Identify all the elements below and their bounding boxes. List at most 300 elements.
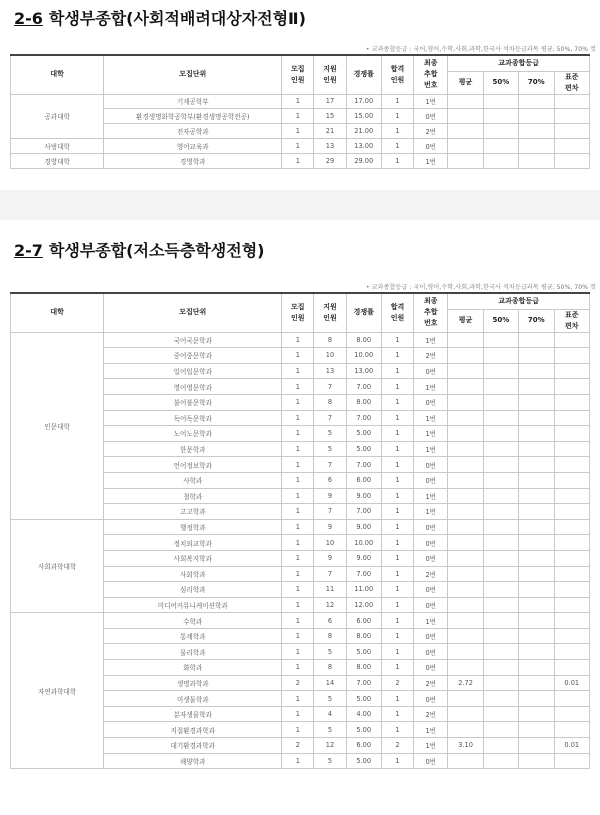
p50-cell	[483, 348, 518, 364]
final-cell: 1번	[414, 426, 448, 442]
p50-cell	[483, 613, 518, 629]
sd-cell	[554, 535, 590, 551]
applicants-cell: 12	[314, 597, 346, 613]
p50-cell	[483, 504, 518, 520]
p70-cell	[519, 472, 554, 488]
dept-cell: 경영학과	[104, 153, 282, 168]
dept-cell: 영어교육과	[104, 138, 282, 153]
dept-cell: 한문학과	[104, 441, 282, 457]
admitted-cell: 1	[381, 644, 413, 660]
sd-cell	[554, 660, 590, 676]
sd-cell	[554, 613, 590, 629]
admitted-cell: 1	[381, 597, 413, 613]
p70-cell	[519, 613, 554, 629]
p50-cell	[483, 738, 518, 754]
applicants-cell: 5	[314, 691, 346, 707]
applicants-cell: 29	[314, 153, 346, 168]
admitted-cell: 1	[381, 363, 413, 379]
dept-cell: 통계학과	[104, 628, 282, 644]
quota-cell: 1	[282, 628, 314, 644]
p50-cell	[483, 94, 518, 109]
college-cell: 경영대학	[11, 153, 104, 168]
final-cell: 2번	[414, 566, 448, 582]
p50-cell	[483, 426, 518, 442]
final-cell: 0번	[414, 628, 448, 644]
ratio-cell: 8.00	[346, 394, 381, 410]
quota-cell: 1	[282, 441, 314, 457]
avg-cell	[448, 535, 483, 551]
sd-cell	[554, 124, 590, 139]
p70-cell	[519, 675, 554, 691]
avg-cell	[448, 550, 483, 566]
final-cell: 0번	[414, 519, 448, 535]
final-cell: 0번	[414, 660, 448, 676]
header-college: 대학	[11, 293, 104, 332]
header-p70: 70%	[519, 309, 554, 332]
quota-cell: 1	[282, 504, 314, 520]
applicants-cell: 6	[314, 613, 346, 629]
header-avg: 평균	[448, 71, 483, 94]
admitted-cell: 1	[381, 379, 413, 395]
dept-cell: 수학과	[104, 613, 282, 629]
admitted-cell: 1	[381, 348, 413, 364]
p70-cell	[519, 124, 554, 139]
p50-cell	[483, 363, 518, 379]
admitted-cell: 1	[381, 753, 413, 769]
p50-cell	[483, 660, 518, 676]
college-cell: 사회과학대학	[11, 519, 104, 613]
ratio-cell: 5.00	[346, 691, 381, 707]
ratio-cell: 7.00	[346, 457, 381, 473]
section-number: 2-6	[14, 9, 43, 28]
applicants-cell: 17	[314, 94, 346, 109]
sd-cell	[554, 153, 590, 168]
p70-cell	[519, 441, 554, 457]
sd-cell	[554, 488, 590, 504]
quota-cell: 1	[282, 706, 314, 722]
ratio-cell: 12.00	[346, 597, 381, 613]
p50-cell	[483, 153, 518, 168]
final-cell: 2번	[414, 348, 448, 364]
avg-cell	[448, 628, 483, 644]
avg-cell: 2.72	[448, 675, 483, 691]
avg-cell	[448, 504, 483, 520]
p50-cell	[483, 535, 518, 551]
p50-cell	[483, 519, 518, 535]
ratio-cell: 29.00	[346, 153, 381, 168]
p70-cell	[519, 691, 554, 707]
header-final-number: 최종 추합 번호	[414, 55, 448, 94]
quota-cell: 1	[282, 613, 314, 629]
final-cell: 0번	[414, 394, 448, 410]
header-college: 대학	[11, 55, 104, 94]
admitted-cell: 2	[381, 675, 413, 691]
p50-cell	[483, 675, 518, 691]
final-cell: 0번	[414, 597, 448, 613]
quota-cell: 1	[282, 153, 314, 168]
applicants-cell: 8	[314, 332, 346, 348]
header-ratio: 경쟁률	[346, 293, 381, 332]
header-admitted: 합격 인원	[381, 293, 413, 332]
sd-cell	[554, 426, 590, 442]
header-applicants: 지원 인원	[314, 55, 346, 94]
avg-cell	[448, 753, 483, 769]
table-row	[11, 519, 590, 535]
final-cell: 1번	[414, 441, 448, 457]
table-header-row	[11, 55, 590, 71]
avg-cell	[448, 332, 483, 348]
quota-cell: 1	[282, 566, 314, 582]
avg-cell	[448, 348, 483, 364]
avg-cell	[448, 472, 483, 488]
table-row	[11, 332, 590, 348]
header-avg: 평균	[448, 309, 483, 332]
header-p50: 50%	[483, 309, 518, 332]
avg-cell	[448, 613, 483, 629]
applicants-cell: 10	[314, 348, 346, 364]
final-cell: 0번	[414, 472, 448, 488]
table-row	[11, 613, 590, 629]
applicants-cell: 13	[314, 138, 346, 153]
applicants-cell: 9	[314, 488, 346, 504]
quota-cell: 1	[282, 138, 314, 153]
p50-cell	[483, 706, 518, 722]
section-note: • 교과종합등급 : 국어,영어,수학,사회,과학,한국사 석차등급과목 평균, 50%, 70% 컷	[365, 46, 596, 53]
quota-cell: 1	[282, 691, 314, 707]
final-cell: 0번	[414, 109, 448, 124]
dept-cell: 사회학과	[104, 566, 282, 582]
p50-cell	[483, 582, 518, 598]
ratio-cell: 5.00	[346, 441, 381, 457]
quota-cell: 1	[282, 472, 314, 488]
applicants-cell: 6	[314, 472, 346, 488]
quota-cell: 1	[282, 348, 314, 364]
dept-cell: 불어불문학과	[104, 394, 282, 410]
sd-cell	[554, 109, 590, 124]
final-cell: 1번	[414, 94, 448, 109]
quota-cell: 1	[282, 753, 314, 769]
quota-cell: 1	[282, 550, 314, 566]
applicants-cell: 5	[314, 441, 346, 457]
admitted-cell: 1	[381, 519, 413, 535]
avg-cell	[448, 691, 483, 707]
sd-cell	[554, 550, 590, 566]
p70-cell	[519, 488, 554, 504]
header-grade-group: 교과종합등급	[448, 293, 590, 309]
ratio-cell: 10.00	[346, 348, 381, 364]
final-cell: 0번	[414, 644, 448, 660]
p50-cell	[483, 109, 518, 124]
sd-cell	[554, 566, 590, 582]
dept-cell: 생명과학과	[104, 675, 282, 691]
sd-cell	[554, 582, 590, 598]
p50-cell	[483, 441, 518, 457]
p70-cell	[519, 628, 554, 644]
avg-cell	[448, 519, 483, 535]
avg-cell	[448, 488, 483, 504]
ratio-cell: 9.00	[346, 519, 381, 535]
p70-cell	[519, 332, 554, 348]
admitted-cell: 1	[381, 504, 413, 520]
sd-cell	[554, 691, 590, 707]
sd-cell	[554, 457, 590, 473]
college-cell: 자연과학대학	[11, 613, 104, 769]
ratio-cell: 13.00	[346, 138, 381, 153]
sd-cell	[554, 332, 590, 348]
avg-cell	[448, 706, 483, 722]
applicants-cell: 7	[314, 504, 346, 520]
sd-cell	[554, 410, 590, 426]
header-grade-group: 교과종합등급	[448, 55, 590, 71]
sd-cell	[554, 472, 590, 488]
avg-cell	[448, 660, 483, 676]
dept-cell: 행정학과	[104, 519, 282, 535]
dept-cell: 전자공학과	[104, 124, 282, 139]
applicants-cell: 7	[314, 457, 346, 473]
avg-cell	[448, 363, 483, 379]
section-gap-band	[0, 190, 600, 220]
sd-cell	[554, 597, 590, 613]
quota-cell: 1	[282, 582, 314, 598]
ratio-cell: 9.00	[346, 488, 381, 504]
final-cell: 0번	[414, 457, 448, 473]
admitted-cell: 1	[381, 138, 413, 153]
admitted-cell: 1	[381, 582, 413, 598]
admission-table-2-6	[10, 54, 590, 169]
p50-cell	[483, 628, 518, 644]
quota-cell: 1	[282, 519, 314, 535]
ratio-cell: 8.00	[346, 660, 381, 676]
admission-table-2-7	[10, 292, 590, 769]
header-quota: 모집 인원	[282, 55, 314, 94]
admitted-cell: 1	[381, 441, 413, 457]
final-cell: 1번	[414, 488, 448, 504]
avg-cell	[448, 457, 483, 473]
section-heading: 학생부종합(저소득층학생전형)	[48, 241, 265, 260]
p50-cell	[483, 691, 518, 707]
avg-cell	[448, 566, 483, 582]
admitted-cell: 1	[381, 628, 413, 644]
p50-cell	[483, 753, 518, 769]
avg-cell	[448, 582, 483, 598]
table-header-row	[11, 293, 590, 309]
p70-cell	[519, 410, 554, 426]
dept-cell: 국어국문학과	[104, 332, 282, 348]
college-cell: 사범대학	[11, 138, 104, 153]
avg-cell	[448, 153, 483, 168]
section-note: • 교과종합등급 : 국어,영어,수학,사회,과학,한국사 석차등급과목 평균, 50%, 70% 컷	[365, 284, 596, 291]
applicants-cell: 9	[314, 519, 346, 535]
dept-cell: 미생물학과	[104, 691, 282, 707]
dept-cell: 사학과	[104, 472, 282, 488]
p50-cell	[483, 488, 518, 504]
p50-cell	[483, 644, 518, 660]
quota-cell: 1	[282, 722, 314, 738]
p70-cell	[519, 153, 554, 168]
college-cell: 인문대학	[11, 332, 104, 519]
sd-cell	[554, 138, 590, 153]
p70-cell	[519, 363, 554, 379]
applicants-cell: 12	[314, 738, 346, 754]
p70-cell	[519, 706, 554, 722]
p70-cell	[519, 550, 554, 566]
applicants-cell: 5	[314, 753, 346, 769]
applicants-cell: 8	[314, 394, 346, 410]
quota-cell: 1	[282, 426, 314, 442]
ratio-cell: 8.00	[346, 628, 381, 644]
college-cell: 공과대학	[11, 94, 104, 138]
applicants-cell: 11	[314, 582, 346, 598]
ratio-cell: 4.00	[346, 706, 381, 722]
quota-cell: 2	[282, 675, 314, 691]
admitted-cell: 1	[381, 332, 413, 348]
sd-cell	[554, 504, 590, 520]
sd-cell	[554, 628, 590, 644]
applicants-cell: 15	[314, 109, 346, 124]
dept-cell: 미디어커뮤니케이션학과	[104, 597, 282, 613]
p70-cell	[519, 738, 554, 754]
dept-cell: 노어노문학과	[104, 426, 282, 442]
admitted-cell: 1	[381, 410, 413, 426]
header-department: 모집단위	[104, 55, 282, 94]
p50-cell	[483, 124, 518, 139]
applicants-cell: 8	[314, 628, 346, 644]
p50-cell	[483, 138, 518, 153]
header-department: 모집단위	[104, 293, 282, 332]
dept-cell: 언어정보학과	[104, 457, 282, 473]
p70-cell	[519, 519, 554, 535]
avg-cell	[448, 441, 483, 457]
quota-cell: 1	[282, 332, 314, 348]
sd-cell	[554, 519, 590, 535]
p50-cell	[483, 597, 518, 613]
table-row	[11, 138, 590, 153]
avg-cell	[448, 644, 483, 660]
final-cell: 2번	[414, 675, 448, 691]
p50-cell	[483, 410, 518, 426]
sd-cell	[554, 644, 590, 660]
quota-cell: 1	[282, 644, 314, 660]
quota-cell: 2	[282, 738, 314, 754]
header-final-number: 최종 추합 번호	[414, 293, 448, 332]
admitted-cell: 2	[381, 738, 413, 754]
final-cell: 1번	[414, 410, 448, 426]
quota-cell: 1	[282, 410, 314, 426]
ratio-cell: 5.00	[346, 753, 381, 769]
ratio-cell: 11.00	[346, 582, 381, 598]
header-ratio: 경쟁률	[346, 55, 381, 94]
avg-cell	[448, 410, 483, 426]
avg-cell	[448, 722, 483, 738]
avg-cell	[448, 109, 483, 124]
header-sd: 표준 편차	[554, 71, 590, 94]
dept-cell: 환경생명화학공학부(환경생명공학전공)	[104, 109, 282, 124]
p70-cell	[519, 394, 554, 410]
p50-cell	[483, 379, 518, 395]
avg-cell	[448, 94, 483, 109]
dept-cell: 지질환경과학과	[104, 722, 282, 738]
section-heading: 학생부종합(사회적배려대상자전형Ⅱ)	[48, 9, 306, 28]
p50-cell	[483, 472, 518, 488]
final-cell: 0번	[414, 582, 448, 598]
admitted-cell: 1	[381, 722, 413, 738]
final-cell: 1번	[414, 379, 448, 395]
ratio-cell: 13.00	[346, 363, 381, 379]
header-p50: 50%	[483, 71, 518, 94]
quota-cell: 1	[282, 597, 314, 613]
applicants-cell: 5	[314, 644, 346, 660]
applicants-cell: 7	[314, 566, 346, 582]
header-applicants: 지원 인원	[314, 293, 346, 332]
ratio-cell: 15.00	[346, 109, 381, 124]
sd-cell	[554, 441, 590, 457]
avg-cell	[448, 426, 483, 442]
header-admitted: 합격 인원	[381, 55, 413, 94]
final-cell: 0번	[414, 691, 448, 707]
table-row	[11, 153, 590, 168]
ratio-cell: 10.00	[346, 535, 381, 551]
p70-cell	[519, 138, 554, 153]
final-cell: 2번	[414, 124, 448, 139]
dept-cell: 분자생물학과	[104, 706, 282, 722]
ratio-cell: 6.00	[346, 472, 381, 488]
p70-cell	[519, 582, 554, 598]
sd-cell	[554, 348, 590, 364]
p70-cell	[519, 644, 554, 660]
applicants-cell: 9	[314, 550, 346, 566]
sd-cell	[554, 722, 590, 738]
quota-cell: 1	[282, 660, 314, 676]
sd-cell	[554, 94, 590, 109]
final-cell: 0번	[414, 535, 448, 551]
p70-cell	[519, 597, 554, 613]
ratio-cell: 5.00	[346, 426, 381, 442]
ratio-cell: 21.00	[346, 124, 381, 139]
dept-cell: 화학과	[104, 660, 282, 676]
final-cell: 2번	[414, 706, 448, 722]
avg-cell	[448, 124, 483, 139]
applicants-cell: 13	[314, 363, 346, 379]
sd-cell	[554, 394, 590, 410]
ratio-cell: 7.00	[346, 504, 381, 520]
dept-cell: 고고학과	[104, 504, 282, 520]
ratio-cell: 7.00	[346, 410, 381, 426]
final-cell: 1번	[414, 722, 448, 738]
dept-cell: 사회복지학과	[104, 550, 282, 566]
final-cell: 1번	[414, 332, 448, 348]
admitted-cell: 1	[381, 426, 413, 442]
final-cell: 0번	[414, 138, 448, 153]
dept-cell: 일어일문학과	[104, 363, 282, 379]
admitted-cell: 1	[381, 660, 413, 676]
admitted-cell: 1	[381, 566, 413, 582]
p70-cell	[519, 566, 554, 582]
avg-cell	[448, 138, 483, 153]
avg-cell	[448, 379, 483, 395]
dept-cell: 영어영문학과	[104, 379, 282, 395]
quota-cell: 1	[282, 379, 314, 395]
p70-cell	[519, 426, 554, 442]
section-title	[14, 238, 264, 261]
ratio-cell: 7.00	[346, 379, 381, 395]
avg-cell	[448, 394, 483, 410]
quota-cell: 1	[282, 124, 314, 139]
admitted-cell: 1	[381, 535, 413, 551]
sd-cell: 0.01	[554, 675, 590, 691]
applicants-cell: 7	[314, 379, 346, 395]
p50-cell	[483, 550, 518, 566]
p70-cell	[519, 504, 554, 520]
